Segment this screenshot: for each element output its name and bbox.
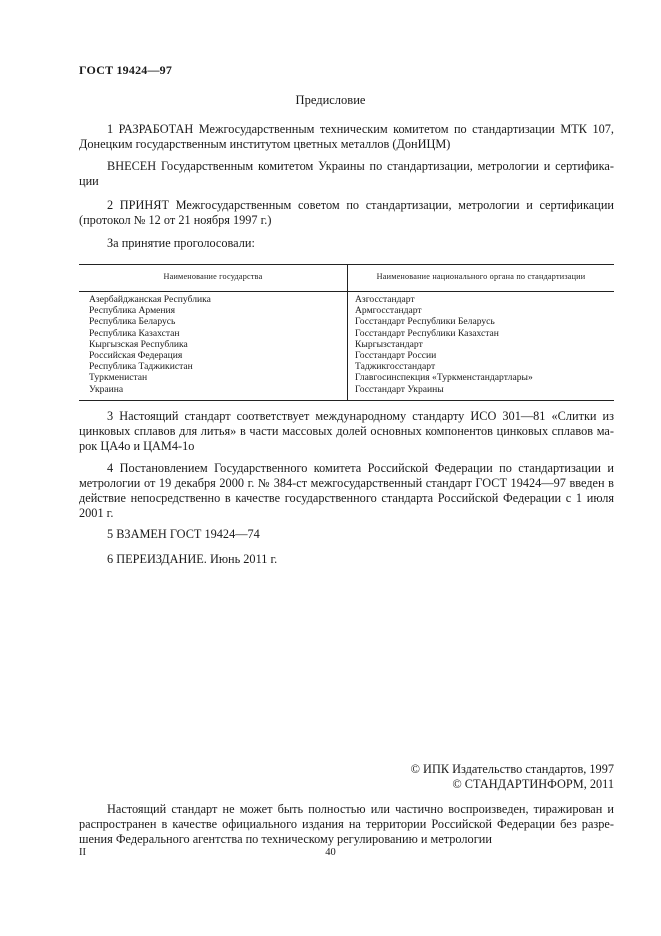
section-title: Предисловие — [295, 93, 366, 107]
copyright-standartinform: © СТАНДАРТИНФОРМ, 2011 — [452, 777, 614, 791]
paragraph-introduced: ВНЕСЕН Государственным комитетом Украины по стандартизации, метрологии и сертификации — [79, 159, 614, 188]
state-item: Туркменистан — [89, 372, 148, 384]
paragraph-developed: 1 РАЗРАБОТАН Межгосударственным техническим комитетом по стандартизации МТК 107, Донецким государственным институтом цветных металлов (ДонИЦМ) — [79, 122, 614, 151]
document-header: ГОСТ 19424—97 — [79, 63, 173, 77]
state-item: Украина — [89, 383, 124, 395]
paragraph-adopted: 2 ПРИНЯТ Межгосударственным советом по стандартизации, метрологии и сертификации (протокол № 12 от 21 ноября 1997 г.) — [79, 198, 614, 227]
vote-lead: За принятие проголосовали: — [107, 236, 255, 250]
paragraph-enactment: 4 Постановлением Государственного комитета Российской Федерации по стандартизации и метрологии от 19 декабря 2000 г. № 384-ст межгосударственный стандарт ГОСТ 19424—97 введен в действие непосредственно в качестве государственного стандарта Российской Федерации с 1 июля 2001 г. — [79, 461, 614, 520]
bodies-list — [355, 294, 533, 395]
body-item: Кыргызстандарт — [355, 338, 423, 350]
reproduction-notice: Настоящий стандарт не может быть полностью или частично воспроизведен, тиражирован и распространен в качестве официального издания на территории Российской Федерации без разрешения Федерального агентства по техническому регулированию и метрологии — [79, 802, 614, 846]
table-column-divider — [347, 265, 348, 400]
body-item: Таджикгосстандарт — [355, 361, 436, 373]
state-item: Республика Армения — [89, 305, 176, 317]
state-item: Азербайджанская Республика — [89, 294, 211, 305]
state-item: Кыргызская Республика — [89, 338, 188, 350]
voting-table — [79, 264, 614, 401]
paragraph-iso-correspondence: 3 Настоящий стандарт соответствует международному стандарту ИСО 301—81 «Слитки из цинковых сплавов для литья» в части массовых долей основных компонентов цинковых сплавов марок ЦА4о и ЦАМ4-1о — [79, 409, 614, 453]
body-item: Азгосстандарт — [355, 294, 415, 305]
state-item: Республика Казахстан — [89, 327, 180, 339]
table-header-rule — [79, 291, 614, 292]
body-item: Армгосстандарт — [355, 305, 422, 317]
state-item: Российская Федерация — [89, 350, 183, 362]
paragraph-reissue: 6 ПЕРЕИЗДАНИЕ. Июнь 2011 г. — [107, 552, 278, 566]
paragraph-replaces: 5 ВЗАМЕН ГОСТ 19424—74 — [107, 527, 260, 541]
page-number: 40 — [325, 847, 336, 858]
body-item: Госстандарт России — [355, 350, 437, 362]
state-item: Республика Таджикистан — [89, 361, 193, 373]
copyright-ipk: © ИПК Издательство стандартов, 1997 — [410, 762, 614, 776]
state-item: Республика Беларусь — [89, 316, 176, 328]
body-item: Госстандарт Республики Беларусь — [355, 316, 495, 328]
states-list — [89, 294, 211, 395]
table-header-state: Наименование государства — [163, 272, 263, 281]
body-item: Госстандарт Республики Казахстан — [355, 327, 499, 339]
body-item: Главгосинспекция «Туркменстандартлары» — [355, 372, 533, 384]
page-number-roman: II — [79, 847, 86, 858]
body-item: Госстандарт Украины — [355, 383, 444, 395]
table-header-body: Наименование национального органа по стандартизации — [376, 272, 586, 281]
